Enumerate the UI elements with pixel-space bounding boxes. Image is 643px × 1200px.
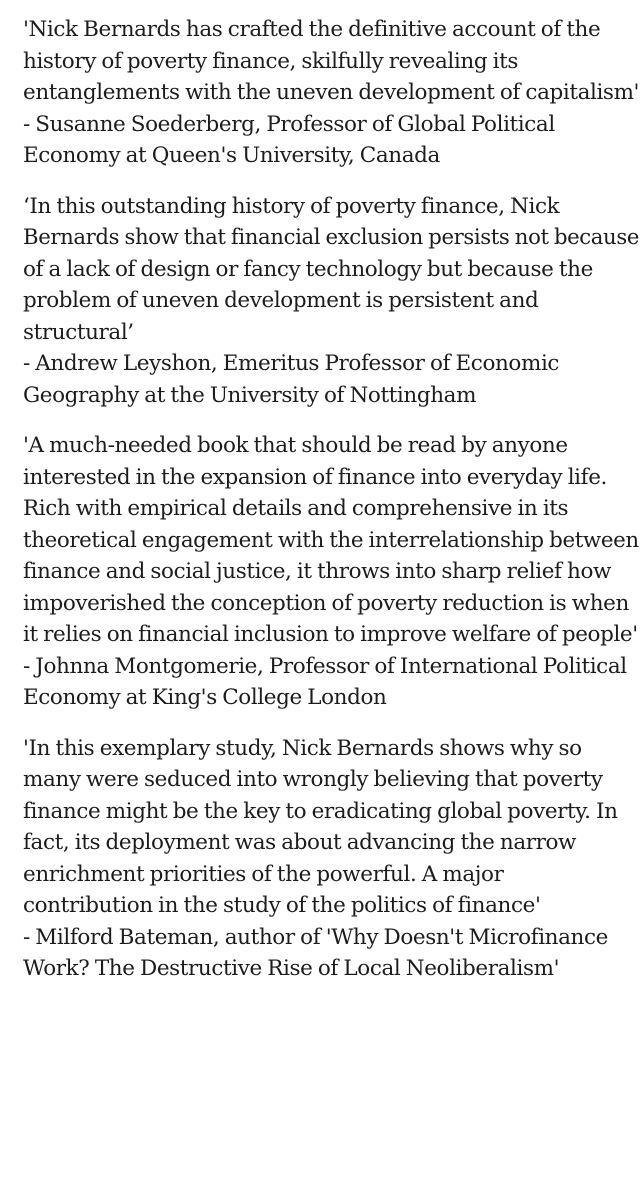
endorsement-line: it relies on financial inclusion to improve welfare of people': [23, 622, 638, 647]
endorsement-line: Bernards show that financial exclusion persists not because: [23, 225, 640, 250]
endorsement-line: 'A much-needed book that should be read by anyone: [23, 433, 568, 458]
endorsement-line: ‘In this outstanding history of poverty finance, Nick: [23, 193, 560, 219]
endorsement-bateman: [23, 733, 643, 985]
endorsement-line: interested in the expansion of finance into everyday life.: [23, 464, 607, 490]
endorsement-line: finance and social justice, it throws into sharp relief how: [23, 559, 612, 584]
endorsement-line: enrichment priorities of the powerful. A major: [23, 861, 504, 887]
endorsement-line: theoretical engagement with the interrelationship between: [23, 527, 639, 553]
endorsement-line: structural’: [23, 319, 134, 345]
endorsement-soederberg: [23, 14, 643, 172]
endorsement-attribution: Economy at Queen's University, Canada: [23, 143, 440, 168]
endorsement-line: fact, its deployment was about advancing the narrow: [23, 830, 577, 855]
endorsement-line: Rich with empirical details and comprehensive in its: [23, 496, 569, 521]
endorsement-line: of a lack of design or fancy technology but because the: [23, 256, 593, 282]
endorsement-attribution: Geography at the University of Nottingham: [23, 382, 477, 408]
endorsement-attribution: Economy at King's College London: [23, 685, 387, 710]
endorsement-attribution: - Andrew Leyshon, Emeritus Professor of Economic: [23, 351, 560, 376]
endorsement-montgomerie: [23, 430, 643, 714]
endorsement-attribution: - Johnna Montgomerie, Professor of International Political: [23, 653, 627, 679]
endorsement-leyshon: [23, 191, 643, 412]
endorsement-line: problem of uneven development is persistent and: [23, 288, 539, 313]
endorsement-line: contribution in the study of the politics of finance': [23, 893, 541, 918]
endorsement-attribution: Work? The Destructive Rise of Local Neoliberalism': [23, 956, 560, 981]
endorsement-line: finance might be the key to eradicating global poverty. In: [23, 798, 618, 824]
endorsement-line: 'Nick Bernards has crafted the definitive account of the: [23, 17, 601, 42]
endorsement-line: history of poverty finance, skilfully revealing its: [23, 48, 518, 74]
endorsement-line: many were seduced into wrongly believing that poverty: [23, 767, 603, 792]
endorsement-line: entanglements with the uneven development of capitalism': [23, 80, 640, 105]
endorsement-attribution: - Susanne Soederberg, Professor of Global Political: [23, 111, 555, 137]
endorsement-line: impoverished the conception of poverty reduction is when: [23, 590, 629, 616]
endorsement-line: 'In this exemplary study, Nick Bernards shows why so: [23, 735, 582, 761]
endorsement-attribution: - Milford Bateman, author of 'Why Doesn't Microfinance: [23, 924, 608, 950]
